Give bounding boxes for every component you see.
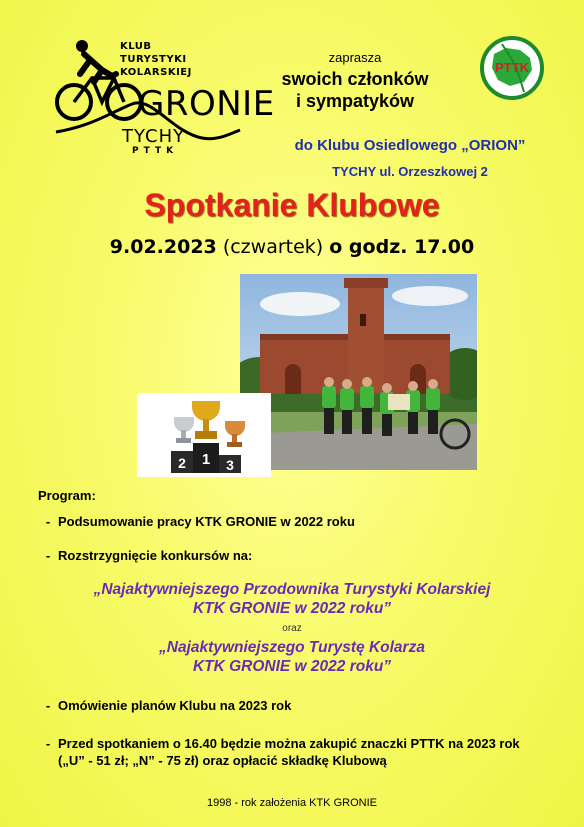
logo-city: TYCHY [122, 126, 186, 147]
event-title: Spotkanie Klubowe [144, 187, 440, 223]
award-1-line-2: KTK GRONIE w 2022 roku” [192, 600, 392, 617]
logo-line: KOLARSKIEJ [120, 67, 192, 78]
venue-address: TYCHY ul. Orzeszkowej 2 [332, 164, 488, 179]
podium-second: 2 [178, 455, 186, 471]
invite-line-2: swoich członków [281, 69, 429, 89]
group-photo [240, 274, 477, 470]
castle-photo-icon [240, 274, 477, 470]
invite-line-3: i sympatyków [295, 91, 415, 111]
podium-first: 1 [201, 451, 211, 468]
program-item-text: Rozstrzygnięcie konkursów na: [58, 548, 253, 563]
program-item-text: Przed spotkaniem o 16.40 będzie można zakupić znaczki PTTK na 2023 rok [58, 736, 520, 751]
logo-org: PTTK [132, 146, 179, 156]
logo-club-text [120, 40, 192, 79]
footer: 1998 - rok założenia KTK GRONIE [207, 797, 377, 809]
pttk-badge [480, 36, 544, 100]
event-weekday: (czwartek) [222, 236, 324, 258]
event-datetime [0, 236, 584, 258]
event-date: 9.02.2023 [109, 236, 217, 258]
invite-text [255, 50, 455, 112]
program-item: - Przed spotkaniem o 16.40 będzie można zakupić znaczki PTTK na 2023 rok [45, 736, 520, 751]
logo-line: TURYSTYKI [120, 54, 187, 65]
venue [245, 137, 575, 179]
logo-line: KLUB [120, 41, 152, 52]
award-conjunction: oraz [282, 623, 302, 634]
program-item: - Rozstrzygnięcie konkursów na: [45, 548, 253, 563]
award-1-line-1: „Najaktywniejszego Przodownika Turystyki Kolarskiej [93, 581, 491, 598]
venue-name: do Klubu Osiedlowego „ORION” [294, 137, 526, 154]
award-2-line-2: KTK GRONIE w 2022 roku” [192, 658, 392, 675]
award-2-line-1: „Najaktywniejszego Turystę Kolarza [159, 639, 425, 656]
invite-line-1: zaprasza [328, 50, 382, 65]
program-item-text: Podsumowanie pracy KTK GRONIE w 2022 roku [58, 514, 355, 529]
program-heading: Program: [38, 488, 96, 503]
trophy-podium [137, 393, 271, 477]
logo-name: GRONIE [138, 84, 275, 124]
podium-third: 3 [226, 457, 234, 473]
club-logo [52, 34, 275, 159]
event-time: o godz. 17.00 [329, 236, 475, 258]
pttk-badge-text: PTTK [495, 60, 529, 75]
program-item: - Podsumowanie pracy KTK GRONIE w 2022 roku [45, 514, 355, 529]
program-item: - Omówienie planów Klubu na 2023 rok [45, 698, 292, 713]
program-item-continuation: („U” - 51 zł; „N” - 75 zł) oraz opłacić składkę Klubową [58, 753, 387, 768]
program-item-text: Omówienie planów Klubu na 2023 rok [58, 698, 292, 713]
